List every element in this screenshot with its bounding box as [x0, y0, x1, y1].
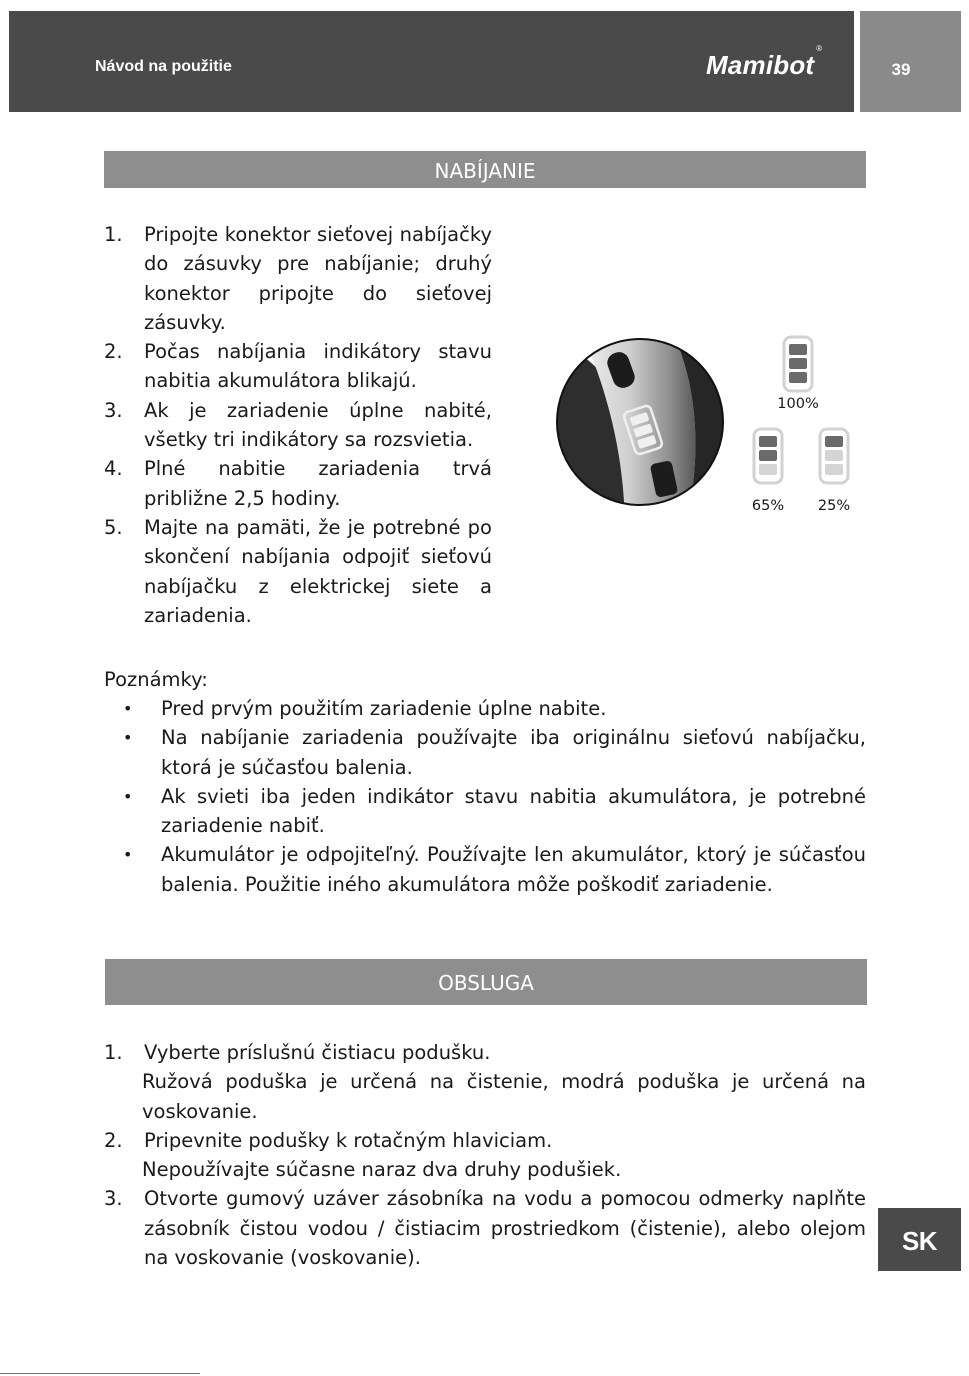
step-number: 3.: [104, 1187, 123, 1211]
battery-segment: [825, 464, 843, 475]
section-heading-operation: OBSLUGA: [105, 959, 867, 1005]
list-item: [104, 337, 492, 396]
brand-logo: [706, 44, 823, 81]
brand-name: Mamibot: [706, 50, 815, 80]
list-item: [104, 1038, 866, 1126]
battery-segment: [789, 372, 807, 383]
list-item: [104, 396, 492, 455]
bullet: •: [123, 699, 133, 718]
battery-segment: [789, 358, 807, 369]
indicator-label-65: 65%: [751, 498, 785, 514]
notes-heading: Poznámky:: [104, 668, 208, 691]
list-item: [104, 220, 492, 337]
step-number: 2.: [104, 1128, 123, 1152]
notes-list: [104, 694, 866, 899]
list-item: [104, 1184, 866, 1272]
section-heading-charging: NABÍJANIE: [104, 151, 866, 188]
battery-icon: [754, 429, 782, 483]
bullet: •: [123, 786, 133, 806]
step-text: Vyberte príslušnú čistiacu podušku.: [144, 1041, 491, 1064]
bullet: •: [123, 728, 133, 748]
battery-segment: [825, 450, 843, 461]
list-item: [104, 513, 492, 630]
note-text: Na nabíjanie zariadenia používajte iba originálnu sieťovú nabíjačku, ktorá je súčasťou balenia.: [161, 726, 866, 779]
battery-icon: [820, 429, 848, 483]
step-text: Ak je zariadenie úplne nabité, všetky tri indikátory sa rozsvietia.: [144, 398, 492, 452]
bullet: •: [123, 845, 133, 865]
step-text: Pripojte konektor sieťovej nabíjačky do zásuvky pre nabíjanie; druhý konektor pripojte do sieťovej zásuvky.: [144, 223, 492, 334]
step-number: 4.: [104, 457, 123, 481]
registered-mark: ®: [816, 44, 823, 53]
battery-indicator-illustration: [555, 322, 865, 522]
list-item: [104, 723, 866, 782]
step-number: 2.: [104, 340, 123, 364]
battery-segment: [759, 450, 777, 461]
indicator-label-100: 100%: [777, 396, 819, 412]
list-item: [104, 1126, 866, 1185]
footer-rule: [0, 1373, 200, 1374]
charging-steps: [104, 220, 492, 630]
step-number: 5.: [104, 515, 123, 539]
page-number-box: [860, 11, 961, 112]
language-tab: SK: [878, 1208, 961, 1271]
step-text: Plné nabitie zariadenia trvá približne 2,5 hodiny.: [144, 457, 492, 510]
battery-segment: [789, 344, 807, 355]
battery-segment: [759, 464, 777, 475]
list-item: [104, 840, 866, 899]
device-closeup: [555, 322, 735, 522]
manual-title: Návod na použitie: [95, 58, 232, 75]
step-text: Počas nabíjania indikátory stavu nabitia akumulátora blikajú.: [144, 340, 492, 393]
note-text: Ak svieti iba jeden indikátor stavu nabitia akumulátora, je potrebné zariadenie nabiť.: [161, 784, 866, 838]
step-text: Majte na pamäti, že je potrebné po skončení nabíjania odpojiť sieťovú nabíjačku z elektrickej siete a zariadenia.: [144, 515, 492, 627]
step-number: 1.: [104, 223, 123, 246]
step-subtext: Ružová poduška je určená na čistenie, modrá poduška je určená na voskovanie.: [142, 1070, 866, 1123]
battery-segment: [825, 436, 843, 447]
operation-steps: [104, 1038, 866, 1272]
step-subtext: Nepoužívajte súčasne naraz dva druhy podušiek.: [142, 1158, 622, 1182]
indicator-label-25: 25%: [817, 498, 851, 514]
note-text: Akumulátor je odpojiteľný. Používajte len akumulátor, ktorý je súčasťou balenia. Použitie iného akumulátora môže poškodiť zariadenie.: [161, 843, 866, 896]
step-number: 1.: [104, 1041, 123, 1064]
battery-icon: [784, 337, 812, 391]
list-item: [104, 782, 866, 841]
battery-segment: [759, 436, 777, 447]
step-number: 3.: [104, 398, 123, 422]
page-number: 39: [891, 60, 911, 79]
note-text: Pred prvým použitím zariadenie úplne nabite.: [161, 697, 607, 720]
list-item: [104, 694, 866, 723]
list-item: [104, 454, 492, 513]
step-text: Otvorte gumový uzáver zásobníka na vodu a pomocou odmerky naplňte zásobník čistou vodou / čistiacim prostriedkom (čistenie), alebo olejom na voskovanie (voskovanie).: [144, 1187, 866, 1270]
step-text: Pripevnite podušky k rotačným hlaviciam.: [144, 1128, 553, 1152]
